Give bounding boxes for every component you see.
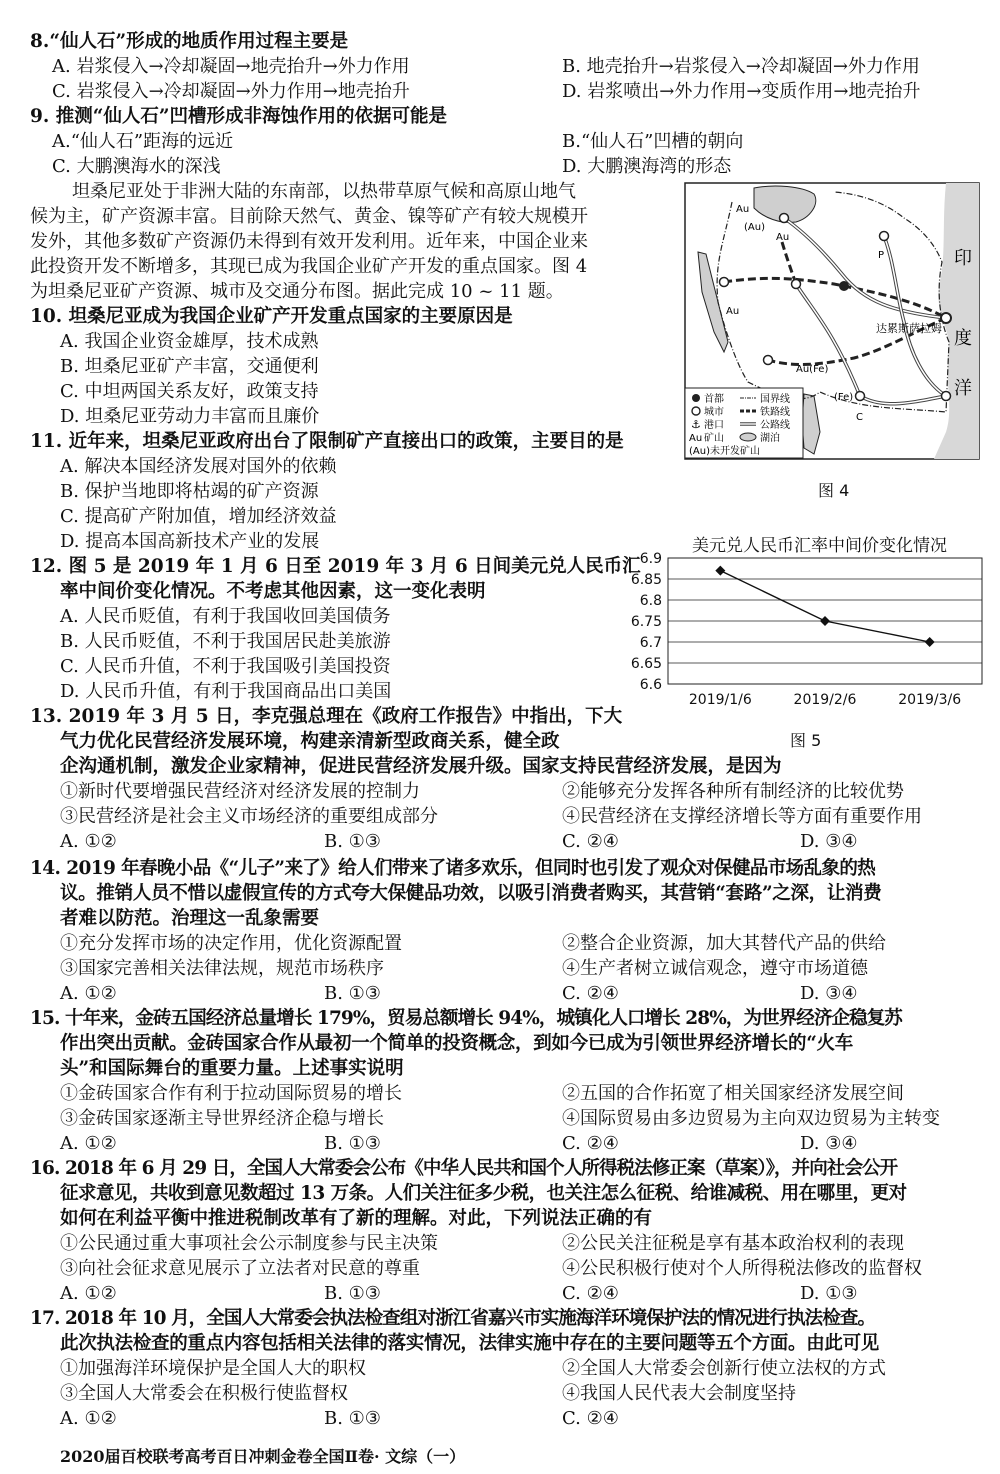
q10-option-d: D. 坦桑尼亚劳动力丰富而且廉价 <box>60 406 320 427</box>
q9-option-c: C. 大鹏澳海水的深浅 <box>52 156 221 177</box>
city-marker <box>880 232 889 241</box>
map-label-au: Au <box>736 204 750 215</box>
q10-option-c: C. 中坦两国关系友好，政策支持 <box>60 381 319 402</box>
q14-stem-1: 14. 2019 年春晚小品《“儿子”来了》给人们带来了诸多欢乐，但同时也引发了观众对保健品市场乱象的热 <box>30 858 876 879</box>
q17-stem-1: 17. 2018 年 10 月，全国人大常委会执法检查组对浙江省嘉兴市实施海洋环境保护法的情况进行执法检查。 <box>30 1308 876 1329</box>
q8-option-b: B. 地壳抬升→岩浆侵入→冷却凝固→外力作用 <box>562 56 920 77</box>
q14-item-3: ③国家完善相关法律法规，规范市场秩序 <box>60 958 384 979</box>
map-label-au: Au <box>776 232 790 243</box>
q13-stem-2: 气力优化民营经济发展环境，构建亲清新型政商关系，健全政 <box>60 731 560 752</box>
q9-option-d: D. 大鹏澳海湾的形态 <box>562 156 732 177</box>
y-tick-label: 6.6 <box>639 677 662 693</box>
legend-port-icon: ⚓ <box>691 418 701 431</box>
q12-stem-1: 12. 图 5 是 2019 年 1 月 6 日至 2019 年 3 月 6 日间美元兑人民币汇 <box>30 556 641 577</box>
q14-choice-d: D. ③④ <box>800 983 858 1004</box>
q16-choice-c: C. ②④ <box>562 1283 619 1304</box>
q14-item-4: ④生产者树立诚信观念，遵守市场道德 <box>562 958 868 979</box>
chart-title: 美元兑人民币汇率中间价变化情况 <box>692 536 947 556</box>
q15-choice-b: B. ①③ <box>324 1133 381 1154</box>
q15-choice-a: A. ①② <box>60 1133 117 1154</box>
q15-item-1: ①金砖国家合作有利于拉动国际贸易的增长 <box>60 1083 402 1104</box>
q12-option-c: C. 人民币升值，不利于我国吸引美国投资 <box>60 656 391 677</box>
q14-choice-a: A. ①② <box>60 983 117 1004</box>
city-marker <box>720 278 729 287</box>
q14-item-1: ①充分发挥市场的决定作用，优化资源配置 <box>60 933 402 954</box>
q17-item-1: ①加强海洋环境保护是全国人大的职权 <box>60 1358 366 1379</box>
city-marker <box>856 392 865 401</box>
y-tick-label: 6.75 <box>630 614 662 630</box>
q15-item-3: ③金砖国家逐渐主导世界经济企稳与增长 <box>60 1108 384 1129</box>
legend-mine-symbol: Au <box>689 433 703 444</box>
legend-capital: 首都 <box>704 394 724 405</box>
q15-choice-c: C. ②④ <box>562 1133 619 1154</box>
q16-stem-2: 征求意见，共收到意见数超过 13 万条。人们关注征多少税，也关注怎么征税、给谁减税、用在哪里，更对 <box>60 1183 907 1204</box>
q16-choice-b: B. ①③ <box>324 1283 381 1304</box>
q10-option-a: A. 我国企业资金雄厚，技术成熟 <box>60 331 319 352</box>
q17-stem-2: 此次执法检查的重点内容包括相关法律的落实情况，法律实施中存在的主要问题等五个方面。由此可见 <box>60 1333 880 1354</box>
q9-option-a: A.“仙人石”距海的远近 <box>52 131 234 152</box>
city-marker <box>942 392 951 401</box>
q8-stem: 8.“仙人石”形成的地质作用过程主要是 <box>30 31 349 52</box>
legend-rail: 铁路线 <box>760 407 790 418</box>
map-label-au: Au <box>726 306 740 317</box>
q12-stem-2: 率中间价变化情况。不考虑其他因素，这一变化表明 <box>60 581 486 602</box>
q15-item-2: ②五国的合作拓宽了相关国家经济发展空间 <box>562 1083 904 1104</box>
q13-item-2: ②能够充分发挥各种所有制经济的比较优势 <box>562 781 904 802</box>
q14-stem-2: 议。推销人员不惜以虚假宣传的方式夸大保健品功效，以吸引消费者购买，其营销“套路”之深，让消费 <box>60 883 882 904</box>
legend-port: 港口 <box>704 420 724 431</box>
map-label-fe: (Fe) <box>834 392 854 403</box>
passage-line-4: 此投资开发不断增多，其现已成为我国企业矿产开发的重点国家。图 4 <box>30 256 588 277</box>
exchange-rate-chart <box>620 548 990 718</box>
q10-option-b: B. 坦桑尼亚矿产丰富，交通便利 <box>60 356 319 377</box>
q17-item-3: ③全国人大常委会在积极行使监督权 <box>60 1383 348 1404</box>
q13-item-1: ①新时代要增强民营经济对经济发展的控制力 <box>60 781 420 802</box>
legend-capital-icon <box>692 394 700 402</box>
city-marker <box>764 356 773 365</box>
legend-border: 国界线 <box>760 394 790 405</box>
legend-city: 城市 <box>704 407 724 418</box>
x-tick-label: 2019/2/6 <box>793 692 857 708</box>
q17-choice-b: B. ①③ <box>324 1408 381 1429</box>
map-label-p: P <box>878 250 885 261</box>
q13-choice-a: A. ①② <box>60 831 117 852</box>
q8-option-c: C. 岩浆侵入→冷却凝固→外力作用→地壳抬升 <box>52 81 410 102</box>
map-legend <box>685 388 803 458</box>
ocean-label-1: 印 <box>954 248 972 269</box>
q16-item-2: ②公民关注征税是享有基本政治权利的表现 <box>562 1233 904 1254</box>
city-marker <box>780 214 789 223</box>
q11-option-c: C. 提高矿产附加值，增加经济效益 <box>60 506 337 527</box>
q16-choice-a: A. ①② <box>60 1283 117 1304</box>
q15-choice-d: D. ③④ <box>800 1133 858 1154</box>
q8-option-d: D. 岩浆喷出→外力作用→变质作用→地壳抬升 <box>562 81 921 102</box>
q14-item-2: ②整合企业资源，加大其替代产品的供给 <box>562 933 886 954</box>
q12-option-b: B. 人民币贬值，不利于我国居民赴美旅游 <box>60 631 391 652</box>
q12-option-a: A. 人民币贬值，有利于我国收回美国债务 <box>60 606 391 627</box>
q9-option-b: B.“仙人石”凹槽的朝向 <box>562 131 744 152</box>
q14-choice-c: C. ②④ <box>562 983 619 1004</box>
y-tick-label: 6.7 <box>639 635 662 651</box>
figure-5-caption: 图 5 <box>790 731 822 750</box>
q11-option-a: A. 解决本国经济发展对国外的依赖 <box>60 456 337 477</box>
map-label-au-fe: Au(Fe) <box>796 364 829 375</box>
map-label-c: C <box>856 412 863 423</box>
q14-stem-3: 者难以防范。治理这一乱象需要 <box>60 908 320 929</box>
q12-option-d: D. 人民币升值，有利于我国商品出口美国 <box>60 681 392 702</box>
legend-undeveloped-mine: (Au)未开发矿山 <box>689 446 760 457</box>
x-tick-label: 2019/1/6 <box>688 692 752 708</box>
q11-option-d: D. 提高本国高新技术产业的发展 <box>60 531 320 552</box>
q13-choice-c: C. ②④ <box>562 831 619 852</box>
map-label-au-undev: (Au) <box>744 222 765 233</box>
q17-item-2: ②全国人大常委会创新行使立法权的方式 <box>562 1358 886 1379</box>
q9-stem: 9. 推测“仙人石”凹槽形成非海蚀作用的依据可能是 <box>30 106 448 127</box>
q17-item-4: ④我国人民代表大会制度坚持 <box>562 1383 796 1404</box>
legend-lake-icon <box>740 433 756 441</box>
y-tick-label: 6.9 <box>639 551 662 567</box>
q16-stem-3: 如何在利益平衡中推进税制改革有了新的理解。对此，下列说法正确的有 <box>60 1208 653 1229</box>
q13-item-3: ③民营经济是社会主义市场经济的重要组成部分 <box>60 806 438 827</box>
q16-stem-1: 16. 2018 年 6 月 29 日，全国人大常委会公布《中华人民共和国个人所得税法修正案（草案）》，并向社会公开 <box>30 1158 898 1179</box>
q13-stem-3: 企沟通机制，激发企业家精神，促进民营经济发展升级。国家支持民营经济发展，是因为 <box>60 756 782 777</box>
q13-choice-b: B. ①③ <box>324 831 381 852</box>
q15-stem-3: 头”和国际舞台的重要力量。上述事实说明 <box>60 1058 404 1079</box>
passage-line-2: 候为主，矿产资源丰富。目前除天然气、黄金、镍等矿产有较大规模开 <box>30 206 588 227</box>
q13-stem-1: 13. 2019 年 3 月 5 日，李克强总理在《政府工作报告》中指出，下大 <box>30 706 623 727</box>
q15-stem-2: 作出突出贡献。金砖国家合作从最初一个简单的投资概念，到如今已成为引领世界经济增长的“火车 <box>60 1033 853 1054</box>
q16-item-1: ①公民通过重大事项社会公示制度参与民主决策 <box>60 1233 438 1254</box>
q15-item-4: ④国际贸易由多边贸易为主向双边贸易为主转变 <box>562 1108 940 1129</box>
ocean-label-3: 洋 <box>954 378 972 399</box>
q13-item-4: ④民营经济在支撑经济增长等方面有重要作用 <box>562 806 922 827</box>
q16-choice-d: D. ①③ <box>800 1283 858 1304</box>
q17-choice-c: C. ②④ <box>562 1408 619 1429</box>
q13-choice-d: D. ③④ <box>800 831 858 852</box>
capital-marker <box>839 281 849 291</box>
legend-city-icon <box>692 407 700 415</box>
q14-choice-b: B. ①③ <box>324 983 381 1004</box>
figure-4-caption: 图 4 <box>818 481 850 500</box>
passage-line-5: 为坦桑尼亚矿产资源、城市及交通分布图。据此完成 10 ~ 11 题。 <box>30 281 564 302</box>
q11-stem: 11. 近年来，坦桑尼亚政府出台了限制矿产直接出口的政策，主要目的是 <box>30 431 624 452</box>
q10-stem: 10. 坦桑尼亚成为我国企业矿产开发重点国家的主要原因是 <box>30 306 513 327</box>
tanzania-map <box>684 182 980 460</box>
passage-line-3: 发外，其他多数矿产资源仍未得到有效开发利用。近年来，中国企业来 <box>30 231 588 252</box>
y-tick-label: 6.65 <box>630 656 662 672</box>
city-marker <box>792 280 801 289</box>
ocean-label-2: 度 <box>954 328 972 349</box>
y-tick-label: 6.8 <box>639 593 662 609</box>
passage-line-1: 坦桑尼亚处于非洲大陆的东南部，以热带草原气候和高原山地气 <box>72 181 576 202</box>
y-tick-label: 6.85 <box>630 572 662 588</box>
legend-road: 公路线 <box>760 420 790 431</box>
x-tick-label: 2019/3/6 <box>898 692 962 708</box>
q17-choice-a: A. ①② <box>60 1408 117 1429</box>
port-marker <box>941 313 951 323</box>
q8-option-a: A. 岩浆侵入→冷却凝固→地壳抬升→外力作用 <box>52 56 410 77</box>
page-footer: 2020届百校联考高考百日冲刺金卷全国Ⅱ卷· 文综（一） <box>60 1447 466 1466</box>
legend-mine: 矿山 <box>704 433 724 444</box>
q15-stem-1: 15. 十年来，金砖五国经济总量增长 179%，贸易总额增长 94%，城镇化人口增长 28%，为世界经济企稳复苏 <box>30 1008 902 1029</box>
dar-es-salaam-label: 达累斯萨拉姆 <box>876 322 942 335</box>
q16-item-3: ③向社会征求意见展示了立法者对民意的尊重 <box>60 1258 420 1279</box>
q11-option-b: B. 保护当地即将枯竭的矿产资源 <box>60 481 319 502</box>
legend-lake: 湖泊 <box>760 433 780 444</box>
q16-item-4: ④公民积极行使对个人所得税法修改的监督权 <box>562 1258 922 1279</box>
